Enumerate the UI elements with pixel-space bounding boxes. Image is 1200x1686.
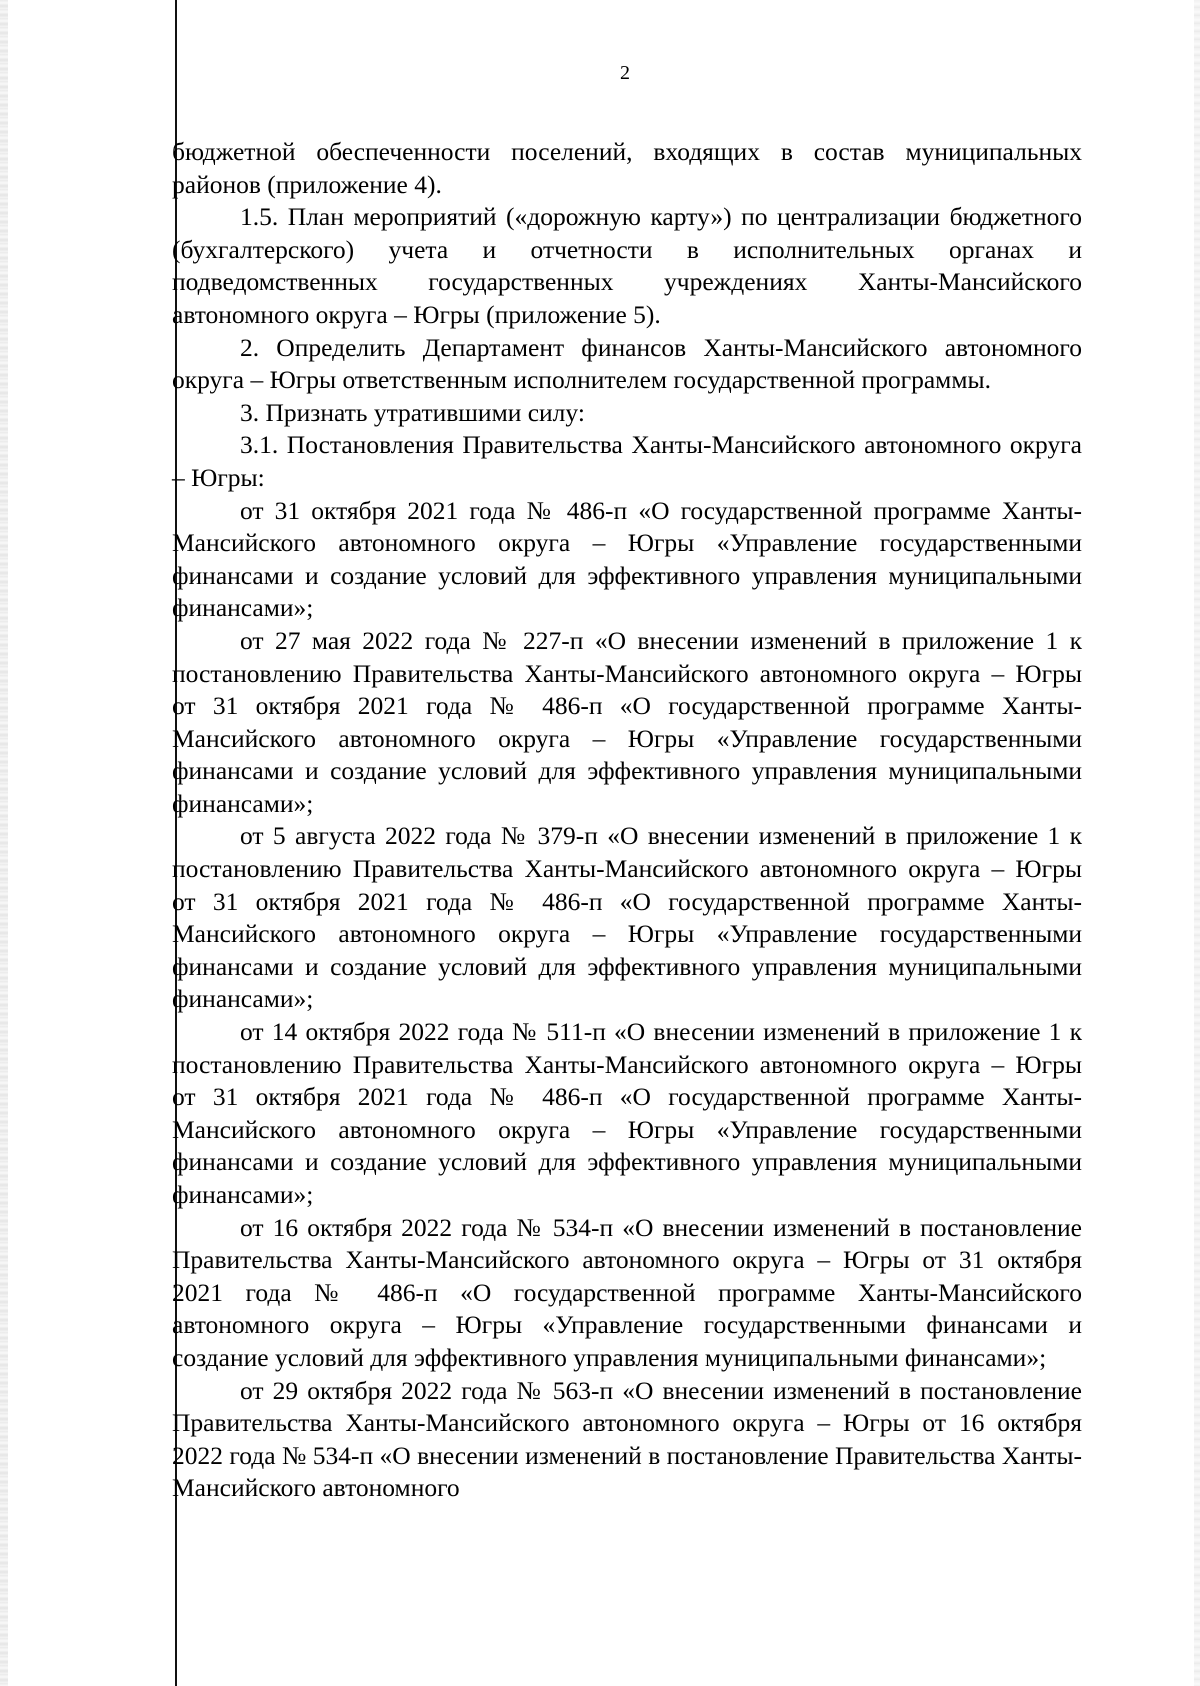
paragraph-continuation: бюджетной обеспеченности поселений, входящих в состав муниципальных районов (приложение 4). [172, 137, 1082, 199]
scan-edge-left [0, 0, 8, 1686]
paragraph-resolution-379: от 5 августа 2022 года № 379-п «О внесении изменений в приложение 1 к постановлению Правительства Ханты-Мансийского автономного округа – Югры от 31 октября 2021 года № 486-п «О государственной программе Ханты-Мансийского автономного округа – Югры «Управление государственными финансами и создание условий для эффективного управления муниципальными финансами»; [172, 821, 1082, 1014]
paragraph-item-3-1: 3.1. Постановления Правительства Ханты-Мансийского автономного округа – Югры: [172, 430, 1082, 492]
page-number: 2 [620, 62, 630, 84]
paragraph-item-3: 3. Признать утратившими силу: [240, 397, 585, 427]
paragraph-resolution-534: от 16 октября 2022 года № 534-п «О внесении изменений в постановление Правительства Ханты-Мансийского автономного округа – Югры от 31 октября 2021 года № 486-п «О государственной программе Ханты-Мансийского автономного округа – Югры «Управление государственными финансами и создание условий для эффективного управления муниципальными финансами»; [172, 1212, 1082, 1372]
paragraph-resolution-511: от 14 октября 2022 года № 511-п «О внесении изменений в приложение 1 к постановлению Правительства Ханты-Мансийского автономного округа – Югры от 31 октября 2021 года № 486-п «О государственной программе Ханты-Мансийского автономного округа – Югры «Управление государственными финансами и создание условий для эффективного управления муниципальными финансами»; [172, 1017, 1082, 1209]
scan-edge-right [1194, 0, 1200, 1686]
paragraph-resolution-563: от 29 октября 2022 года № 563-п «О внесении изменений в постановление Правительства Ханты-Мансийского автономного округа – Югры от 16 октября 2022 года № 534-п «О внесении изменений в постановление Правительства Ханты-Мансийского автономного [172, 1375, 1082, 1503]
paragraph-resolution-227: от 27 мая 2022 года № 227-п «О внесении изменений в приложение 1 к постановлению Правительства Ханты-Мансийского автономного округа – Югры от 31 октября 2021 года № 486-п «О государственной программе Ханты-Мансийского автономного округа – Югры «Управление государственными финансами и создание условий для эффективного управления муниципальными финансами»; [172, 625, 1082, 818]
paragraph-resolution-486: от 31 октября 2021 года № 486-п «О государственной программе Ханты-Мансийского автономного округа – Югры «Управление государственными финансами и создание условий для эффективного управления муниципальными финансами»; [172, 495, 1082, 623]
paragraph-item-1-5: 1.5. План мероприятий («дорожную карту») по централизации бюджетного (бухгалтерского) учета и отчетности в исполнительных органах и подведомственных государственных учреждениях Ханты-Мансийского автономного округа – Югры (приложение 5). [172, 202, 1082, 329]
paragraph-item-2: 2. Определить Департамент финансов Ханты-Мансийского автономного округа – Югры ответственным исполнителем государственной программы. [172, 332, 1082, 395]
document-body [172, 136, 1082, 1505]
